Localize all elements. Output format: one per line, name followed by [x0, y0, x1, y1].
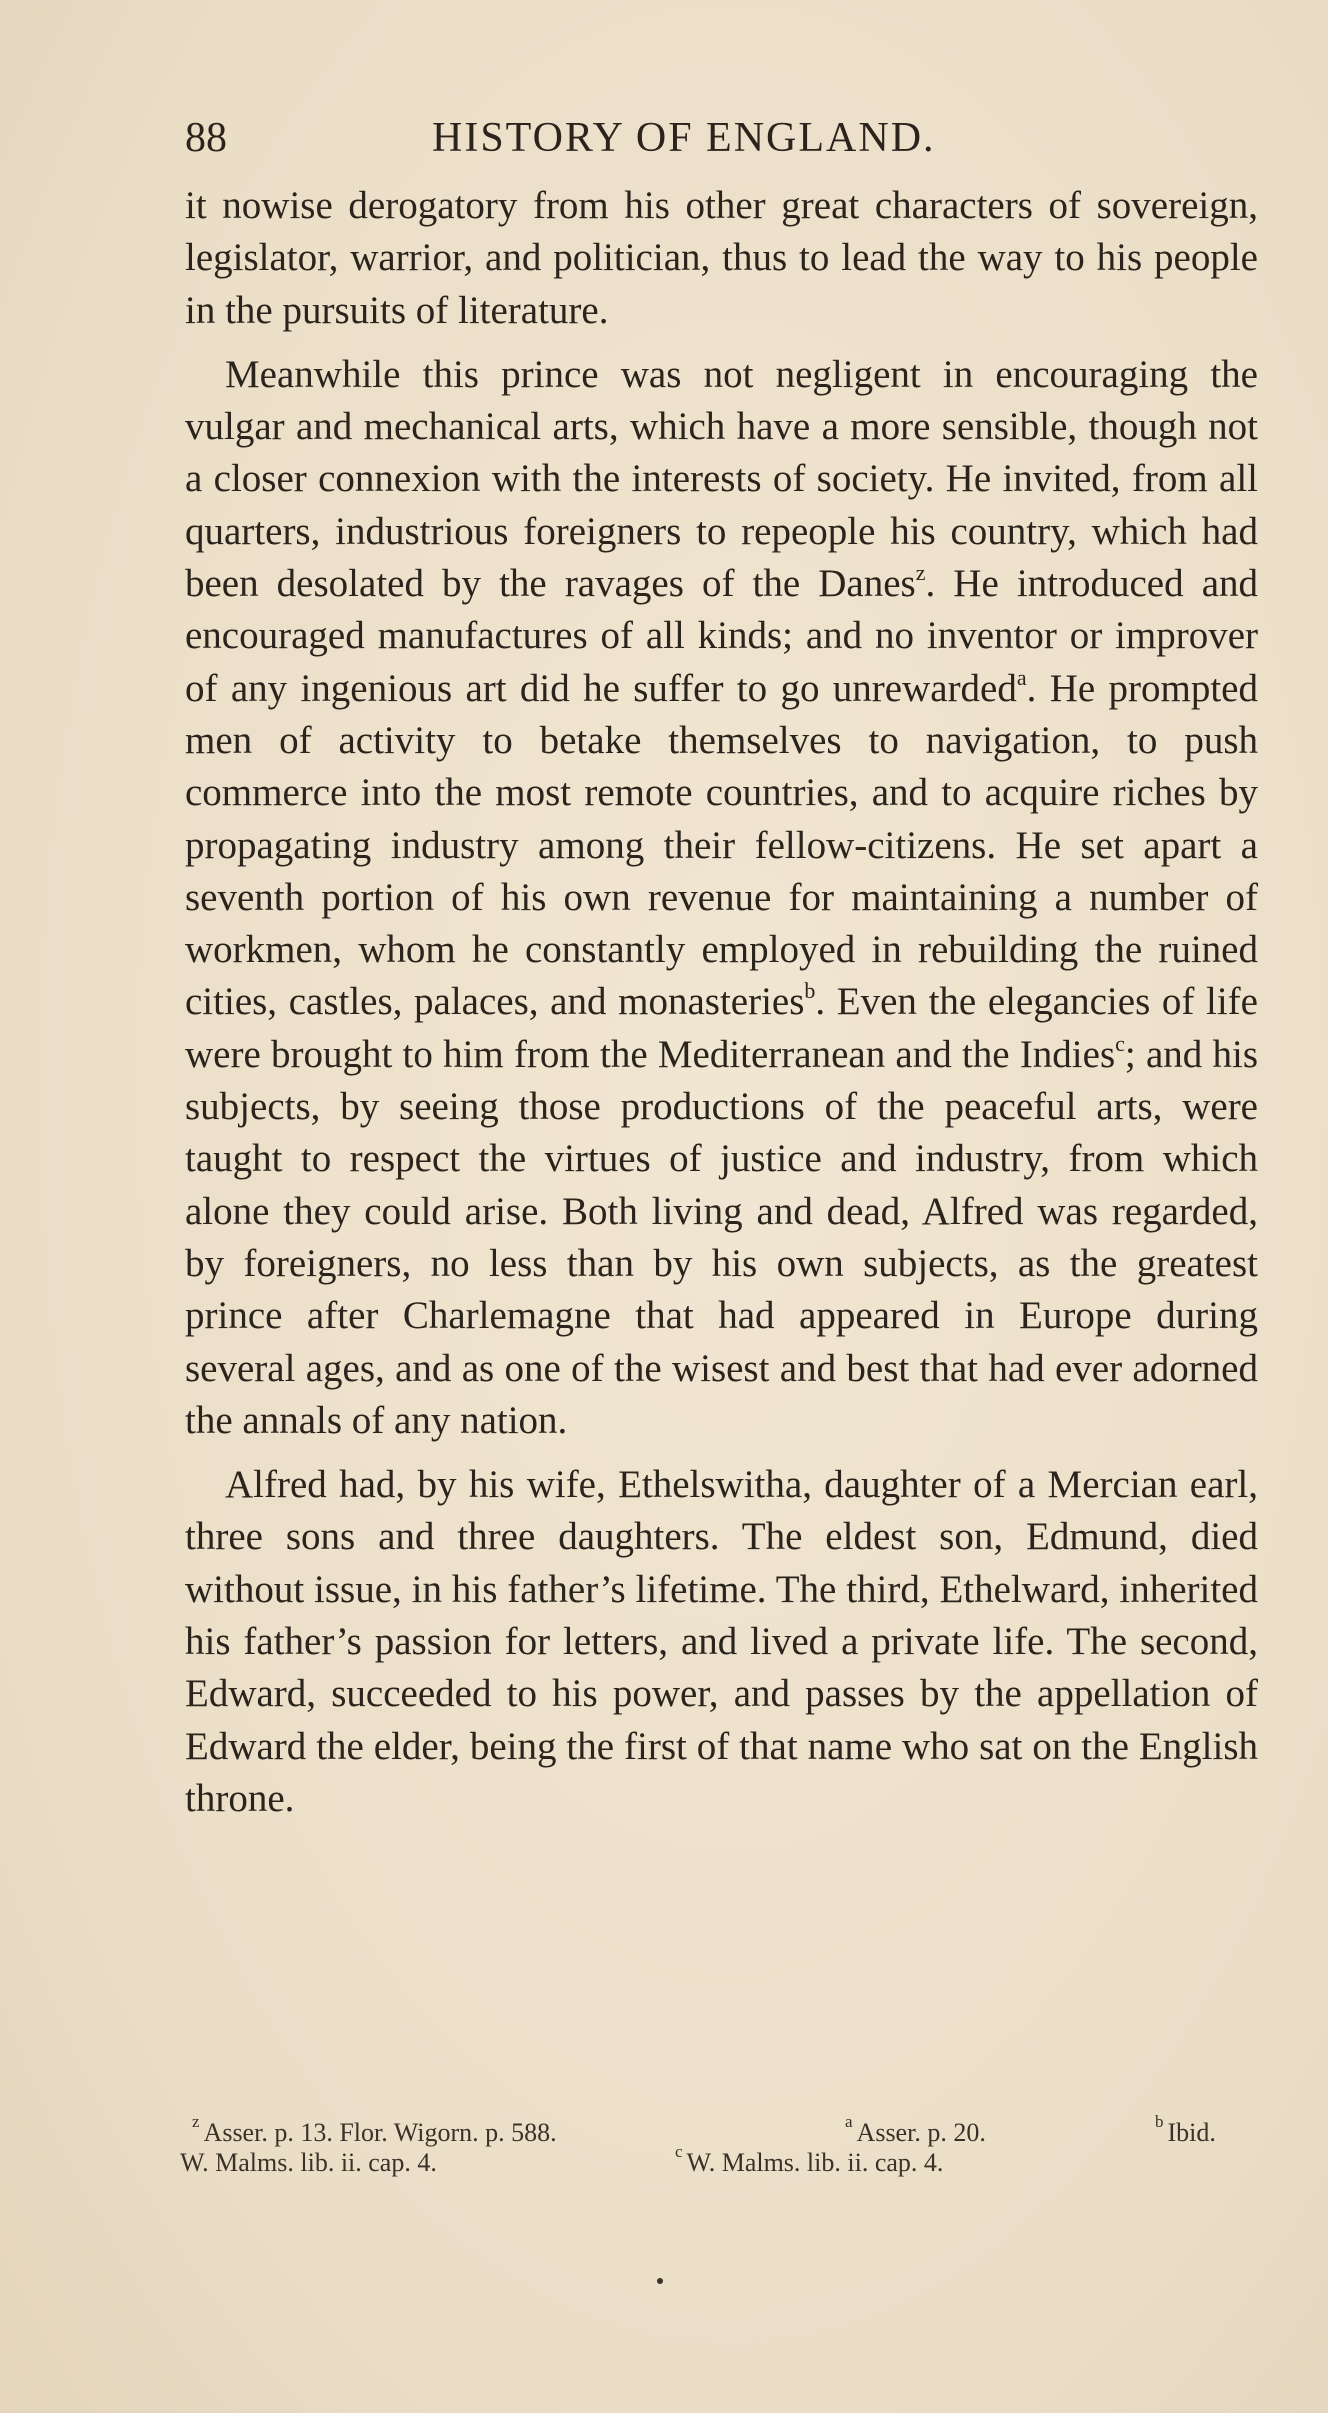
footnote-text: Ibid. — [1167, 2118, 1216, 2147]
footnote-text: Asser. p. 20. — [856, 2118, 986, 2147]
footnote-a — [845, 2112, 986, 2148]
footnote-mark: a — [845, 2112, 853, 2132]
paragraph: Meanwhile this prince was not negligent in encouraging the vulgar and mechanical arts, which have a more sensible, though not a closer connexion with the interests of society. He invited, from all quarters, industrious foreigners to repeople his country, which had been desolated by the ravages of the Danes$^z$. He introduced and encouraged manufactures of all kinds; and no inventor or improver of any ingenious art did he suffer to go unrewarded$^a$. He prompted men of activity to betake themselves to navigation, to push commerce into the most remote countries, and to acquire riches by propagating industry among their fellow-citizens. He set apart a seventh portion of his own revenue for maintaining a number of workmen, whom he constantly employed in rebuilding the ruined cities, castles, palaces, and monasteries$^b$. Even the elegancies of life were brought to him from the Mediterranean and the Indies$^c$; and his subjects, by seeing those productions of the peaceful arts, were taught to respect the virtues of justice and industry, from which alone they could arise. Both living and dead, Alfred was regarded, by foreigners, no less than by his own subjects, as the greatest prince after Charlemagne that had appeared in Europe during several ages, and as one of the wisest and best that had ever adorned the annals of any nation. — [185, 352, 1258, 1442]
footnote-reference: z — [915, 560, 926, 586]
footnote-mark: z — [192, 2112, 200, 2132]
paragraph: it nowise derogatory from his other great characters of sovereign, legislator, warrior, and politician, thus to lead the way to his people in the pursuits of literature. — [185, 184, 1258, 332]
footnote-b — [1155, 2112, 1216, 2148]
footnote-row — [180, 2142, 1260, 2178]
footnote-reference: c — [1115, 1030, 1125, 1056]
page-number: 88 — [185, 115, 227, 161]
page-header — [185, 108, 1025, 168]
body-text — [185, 180, 1258, 1837]
footnote-z — [192, 2112, 557, 2148]
footnote-z-continued: W. Malms. lib. ii. cap. 4. — [180, 2148, 437, 2177]
footnote-reference: a — [1016, 664, 1027, 690]
footnote-text: Asser. p. 13. Flor. Wigorn. p. 588. — [203, 2118, 557, 2147]
footnotes — [180, 2112, 1260, 2178]
paragraph: Alfred had, by his wife, Ethelswitha, daughter of a Mercian earl, three sons and three daughters. The eldest son, Edmund, died without issue, in his father’s lifetime. The third, Ethelward, inherited his father’s passion for letters, and lived a private life. The second, Edward, succeeded to his power, and passes by the appellation of Edward the elder, being the first of that name who sat on the English throne. — [185, 1463, 1258, 1820]
footnote-c — [675, 2142, 944, 2178]
footnote-mark: c — [675, 2142, 683, 2162]
footnote-row — [180, 2112, 1260, 2148]
running-title: HISTORY OF ENGLAND. — [432, 115, 936, 161]
footnote-mark: b — [1155, 2112, 1164, 2132]
signature-mark — [657, 2278, 663, 2284]
footnote-text: W. Malms. lib. ii. cap. 4. — [686, 2148, 944, 2177]
footnote-reference: b — [804, 978, 816, 1004]
